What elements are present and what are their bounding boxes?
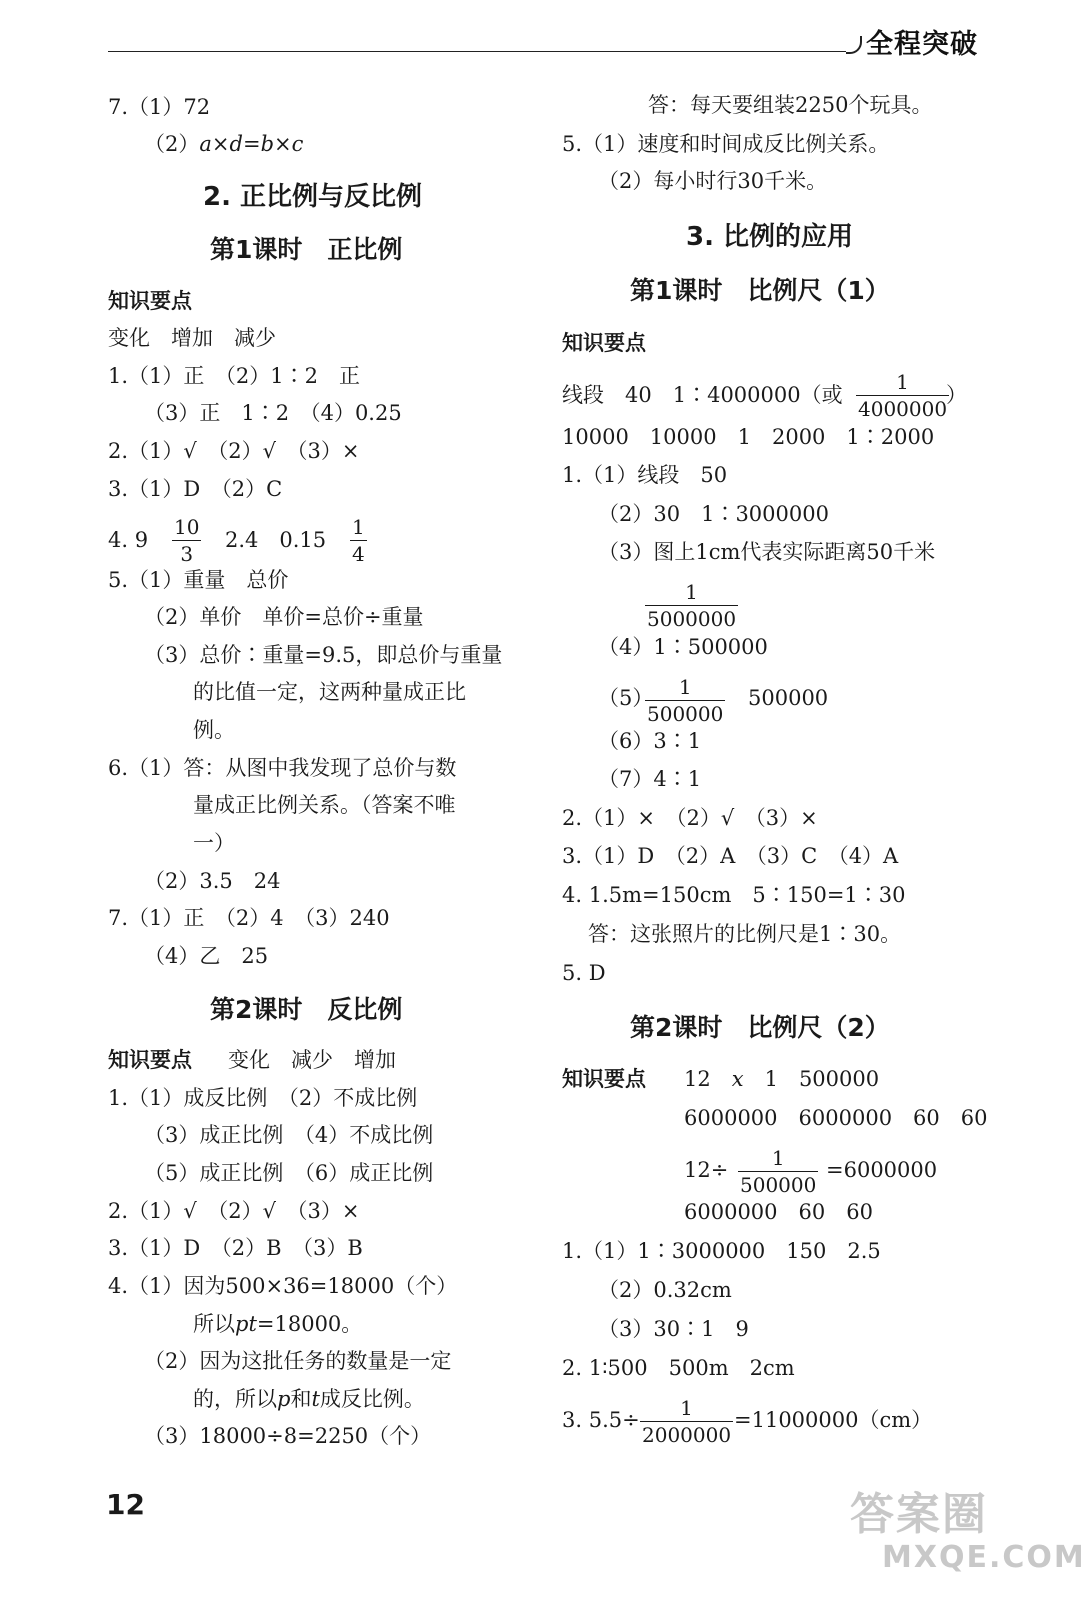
answer-line: 7.（1）正 （2）4 （3）240 <box>108 906 390 930</box>
knowledge-points-label: 知识要点 <box>108 1048 192 1072</box>
answer-line: （3）总价∶重量=9.5，即总价与重量 <box>144 643 503 667</box>
fraction-numerator: 1 <box>896 370 909 394</box>
answer-line: （4）乙 25 <box>144 944 269 968</box>
answer-line: 的比值一定，这两种量成正比 <box>193 680 466 704</box>
lesson-title: 第1课时 比例尺（1） <box>630 276 890 305</box>
answer-line: 4. 9 <box>108 528 149 552</box>
answer-line: 1.（1）成反比例 （2）不成比例 <box>108 1086 418 1110</box>
knowledge-points-label: 知识要点 <box>562 1067 646 1091</box>
answer-line: 7.（1）72 <box>108 95 211 119</box>
lesson-title: 第2课时 比例尺（2） <box>630 1013 890 1042</box>
answer-line: （3）18000÷8=2250（个） <box>144 1424 432 1448</box>
answer-line: （5） <box>598 686 654 710</box>
knowledge-points-content: =6000000 <box>826 1158 938 1182</box>
fraction-denominator: 2000000 <box>642 1423 732 1447</box>
answer-line: 一） <box>193 831 235 855</box>
knowledge-points-content: ） <box>946 383 967 407</box>
answer-line: 1.（1）线段 50 <box>562 463 728 487</box>
fraction <box>856 372 949 419</box>
answer-line: 2. 1∶500 500m 2cm <box>562 1356 795 1380</box>
answer-line: （2）3.5 24 <box>144 869 281 893</box>
answer-line: 1.（1）1∶3000000 150 2.5 <box>562 1239 881 1263</box>
answer-line: 3.（1）D （2）B （3）B <box>108 1236 363 1260</box>
answer-line: 答：每天要组装2250个玩具。 <box>648 93 933 117</box>
fraction <box>645 582 738 629</box>
fraction-numerator: 1 <box>678 675 692 699</box>
lesson-title: 第1课时 正比例 <box>210 235 403 264</box>
header-brand: 全程突破 <box>866 29 978 60</box>
fraction-numerator: 1 <box>680 1396 693 1420</box>
answer-line: 量成正比例关系。（答案不唯 <box>193 793 456 817</box>
answer-line: 5. D <box>562 961 606 985</box>
knowledge-points-label: 知识要点 <box>562 331 646 355</box>
fraction <box>172 517 201 564</box>
section-title: 3. 比例的应用 <box>686 222 854 252</box>
watermark-sub: MXQE.COM <box>882 1540 1086 1575</box>
fraction-numerator: 1 <box>771 1146 785 1170</box>
answer-line: （2）每小时行30千米。 <box>598 169 828 193</box>
answer-line: 2.（1）√ （2）√ （3）× <box>108 1199 360 1223</box>
fraction <box>645 677 725 724</box>
answer-line: 4. 1.5m=150cm 5∶150=1∶30 <box>562 883 906 907</box>
knowledge-points-content: 6000000 60 60 <box>684 1200 873 1224</box>
answer-line: （2）30 1∶3000000 <box>598 502 829 526</box>
answer-line: （2）单价 单价=总价÷重量 <box>144 605 424 629</box>
answer-line: 6.（1）答：从图中我发现了总价与数 <box>108 756 457 780</box>
knowledge-points-content: 10000 10000 1 2000 1∶2000 <box>562 425 935 449</box>
answer-line: （3）成正比例 （4）不成比例 <box>144 1123 434 1147</box>
answer-line: 3.（1）D （2）C <box>108 477 283 501</box>
fraction-numerator: 1 <box>352 515 365 539</box>
fraction-denominator: 3 <box>172 540 201 564</box>
answer-line: （2）0.32cm <box>598 1278 732 1302</box>
answer-line: 5.（1）速度和时间成反比例关系。 <box>562 132 890 156</box>
fraction-denominator: 4000000 <box>858 397 948 421</box>
watermark <box>844 1478 1086 1588</box>
answer-line: 4.（1）因为500×36=18000（个） <box>108 1274 458 1298</box>
fraction <box>738 1148 818 1195</box>
answer-line: 所以pt=18000。 <box>193 1312 363 1336</box>
fraction-numerator: 10 <box>174 515 200 539</box>
answer-line: （2）因为这批任务的数量是一定 <box>144 1349 452 1373</box>
knowledge-points-content: 12÷ <box>684 1158 729 1182</box>
answer-line: （2）a×d=b×c <box>144 132 304 156</box>
answer-line: 500000 <box>748 686 829 710</box>
answer-line: 2.4 0.15 <box>225 528 327 552</box>
answer-line: 3.（1）D （2）A （3）C （4）A <box>562 844 899 868</box>
answer-line: （4）1∶500000 <box>598 635 768 659</box>
answer-line: （6）3∶1 <box>598 729 702 753</box>
lesson-title: 第2课时 反比例 <box>210 995 403 1024</box>
header-rule-hook <box>846 36 862 54</box>
answer-line: =11000000（cm） <box>734 1408 933 1432</box>
page-number: 12 <box>106 1488 145 1521</box>
answer-line: 1.（1）正 （2）1∶2 正 <box>108 364 360 388</box>
answer-line: （3）图上1cm代表实际距离50千米 <box>598 540 936 564</box>
watermark-main: 答案圈 <box>850 1489 988 1540</box>
fraction-denominator: 4 <box>352 542 365 566</box>
answer-line: 5.（1）重量 总价 <box>108 568 289 592</box>
answer-line: 2.（1）√ （2）√ （3）× <box>108 439 360 463</box>
fraction-denominator: 5000000 <box>647 607 737 631</box>
answer-line: 3. 5.5÷ <box>562 1408 640 1432</box>
answer-line: 例。 <box>193 718 235 742</box>
fraction-denominator: 500000 <box>740 1173 817 1197</box>
answer-line: （3）30∶1 9 <box>598 1317 749 1341</box>
knowledge-points-content: 变化 减少 增加 <box>228 1048 396 1072</box>
answer-line: （7）4∶1 <box>598 767 702 791</box>
header-rule <box>108 51 846 52</box>
knowledge-points-content: 6000000 6000000 60 60 <box>684 1106 988 1130</box>
answer-line: 答：这张照片的比例尺是1∶30。 <box>588 922 902 946</box>
answer-line: 的，所以p和t成反比例。 <box>193 1387 425 1411</box>
fraction <box>350 517 367 564</box>
fraction <box>640 1398 733 1445</box>
knowledge-points-label: 知识要点 <box>108 289 192 313</box>
knowledge-points-content: 12 x 1 500000 <box>684 1067 880 1091</box>
section-title: 2. 正比例与反比例 <box>203 182 423 212</box>
answer-line: （3）正 1∶2 （4）0.25 <box>144 401 402 425</box>
answer-line: （5）成正比例 （6）成正比例 <box>144 1161 434 1185</box>
knowledge-points-content: 变化 增加 减少 <box>108 326 276 350</box>
fraction-numerator: 1 <box>685 580 698 604</box>
fraction-denominator: 500000 <box>647 702 724 726</box>
knowledge-points-content: 线段 40 1∶4000000（或 <box>562 383 843 407</box>
answer-line: 2.（1）× （2）√ （3）× <box>562 806 818 830</box>
